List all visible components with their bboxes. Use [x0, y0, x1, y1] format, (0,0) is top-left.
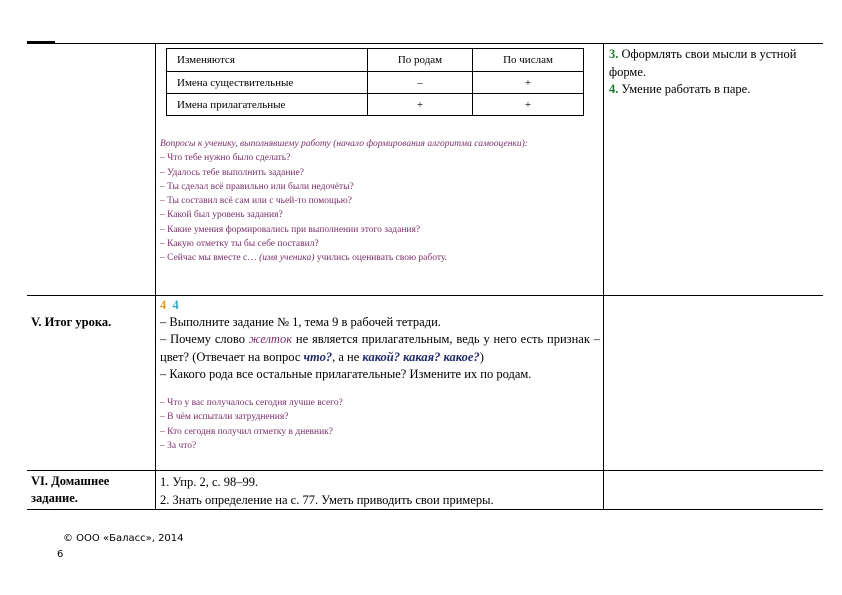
- table-border-row2: [27, 470, 823, 471]
- word-highlight: желток: [248, 332, 293, 347]
- question-item: – Какой был уровень задания?: [160, 210, 283, 221]
- table-col-divider-2: [603, 43, 604, 509]
- section-5-line3: – Какого рода все остальные прилагательные? Измените их по родам.: [160, 366, 532, 381]
- question-item: – Что у вас получалось сегодня лучше всего?: [160, 398, 343, 408]
- question-item: – Ты сделал всё правильно или были недочёты?: [160, 181, 354, 192]
- question-item: – Удалось тебе выполнить задание?: [160, 167, 304, 178]
- skill-item-4: [609, 81, 834, 99]
- table-header-row: [167, 49, 584, 72]
- question-highlight: какой? какая? какое?: [362, 349, 480, 364]
- question-item-last: [160, 251, 597, 265]
- table-header-cell: Изменяются: [167, 49, 368, 72]
- question-last-italic: (имя ученика): [259, 253, 315, 264]
- marker-cyan: 4: [172, 298, 179, 312]
- skill-text: Умение работать в паре.: [618, 82, 751, 96]
- inner-comparison-table: [166, 48, 584, 116]
- table-cell: +: [368, 94, 473, 116]
- skill-text: Оформлять свои мысли в устной форме.: [609, 47, 797, 79]
- table-cell: Имена прилагательные: [167, 94, 368, 116]
- section-5-line2: [160, 331, 600, 365]
- section-5-content: [160, 297, 600, 383]
- table-border-top: [27, 43, 823, 44]
- table-border-bottom: [27, 509, 823, 510]
- copyright: © ООО «Баласс», 2014: [63, 533, 184, 544]
- table-cell: Имена существительные: [167, 72, 368, 94]
- section-5-questions: [160, 396, 600, 453]
- skill-item-3: [609, 46, 834, 81]
- section-5-line1: – Выполните задание № 1, тема 9 в рабочей тетради.: [160, 315, 441, 330]
- section-5-label: V. Итог урока.: [31, 315, 112, 329]
- page-number: 6: [57, 549, 64, 560]
- homework-line1: 1. Упр. 2, с. 98–99.: [160, 475, 259, 489]
- table-border-row1: [27, 295, 823, 296]
- question-last-prefix: – Сейчас мы вместе с…: [160, 253, 260, 264]
- skill-number: 3.: [609, 47, 619, 61]
- section-5-markers: [160, 297, 600, 314]
- homework-line2: 2. Знать определение на с. 77. Уметь приводить свои примеры.: [160, 492, 494, 507]
- question-item: – Какие умения формировались при выполнении этого задания?: [160, 224, 421, 235]
- marker-orange: 4: [160, 298, 167, 312]
- question-item: – В чём испытали затруднения?: [160, 412, 289, 423]
- table-row: [167, 72, 584, 94]
- question-item: – За что?: [160, 440, 197, 451]
- table-cell: +: [473, 72, 584, 94]
- skill-number: 4.: [609, 82, 619, 96]
- text-part: , а не: [332, 349, 363, 364]
- question-last-suffix: учились оценивать свою работу.: [314, 253, 448, 264]
- question-item: – Что тебе нужно было сделать?: [160, 153, 291, 164]
- section-6-content: [160, 474, 600, 509]
- text-part: – Почему слово: [160, 332, 249, 347]
- table-header-cell: По числам: [473, 49, 584, 72]
- question-item: – Ты составил всё сам или с чьей-то помощью?: [160, 196, 352, 207]
- text-part: ): [479, 349, 484, 364]
- table-col-divider-1: [155, 43, 156, 509]
- section-6-label-line2: задание.: [31, 491, 78, 505]
- questions-intro: Вопросы к ученику, выполнявшему работу (начало формирования алгоритма самооценки):: [160, 139, 528, 149]
- question-item: – Кто сегодня получил отметку в дневник?: [160, 426, 334, 437]
- section-6-label: [31, 473, 109, 507]
- table-cell: +: [473, 94, 584, 116]
- table-cell: –: [368, 72, 473, 94]
- text-part: не является прилагательным, ведь у него есть признак – цвет? (Отвечает на вопрос: [160, 332, 600, 364]
- question-item: – Какую отметку ты бы себе поставил?: [160, 239, 319, 250]
- skills-list: [609, 46, 834, 99]
- self-assessment-questions: [160, 137, 597, 266]
- section-6-label-line1: VI. Домашнее: [31, 474, 110, 488]
- table-row: [167, 94, 584, 116]
- question-highlight: что?: [303, 349, 333, 364]
- table-header-cell: По родам: [368, 49, 473, 72]
